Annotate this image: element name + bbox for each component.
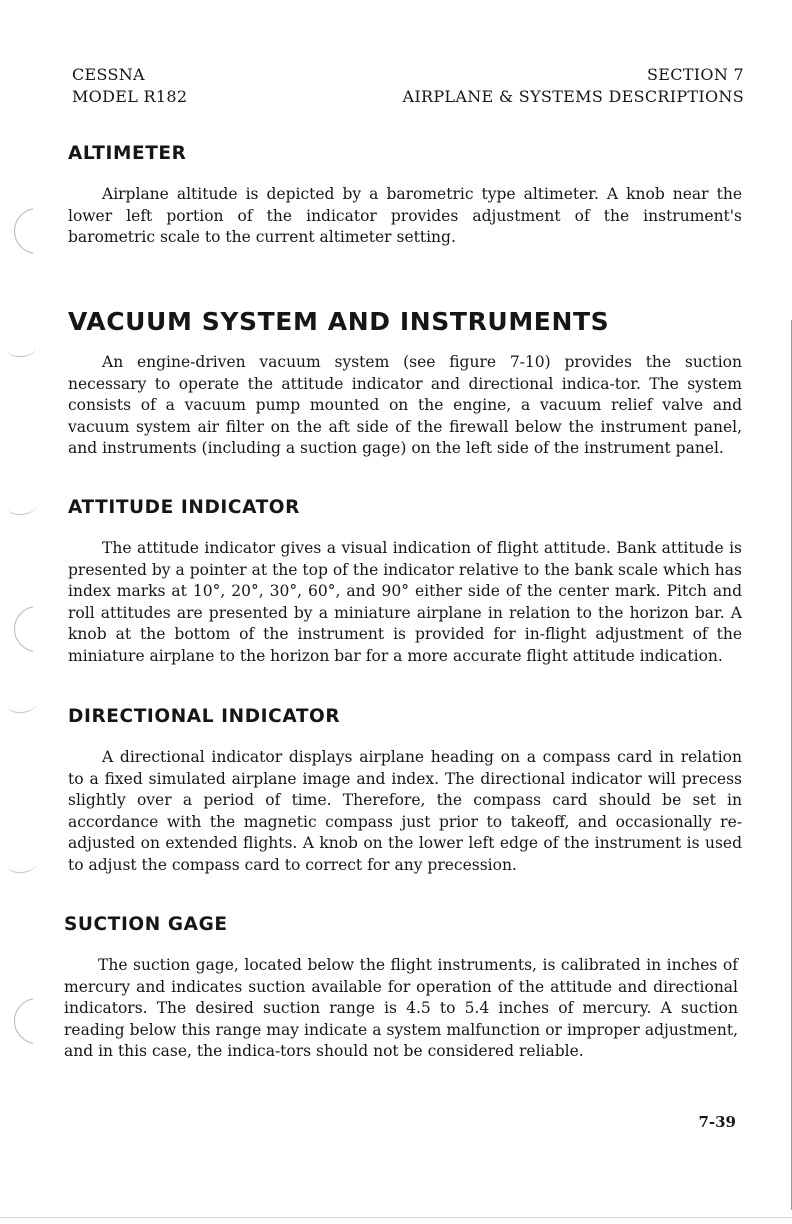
vacuum-paragraph: An engine-driven vacuum system (see figure 7-10) provides the suction necessary to operate the attitude indicator and directional indica-tor. The system consists of a vacuum pump mounted on the engine, a vacuum relief valve and vacuum system air filter on the aft side of the firewall below the instrument panel, and instruments (including a suction gage) on the left side of the instrument panel. — [68, 353, 742, 457]
margin-mark — [8, 342, 36, 357]
directional-heading: DIRECTIONAL INDICATOR — [68, 706, 341, 727]
running-header-right — [403, 64, 744, 108]
punch-hole-mark — [14, 998, 60, 1044]
page-number: 7-39 — [698, 1113, 736, 1131]
attitude-paragraph: The attitude indicator gives a visual indication of flight attitude. Bank attitude is presented by a pointer at the top of the indicator relative to the bank scale which has index marks at 10°, 20°, 30°, 60°, and 90° either side of the center mark. Pitch and roll attitudes are presented by a miniature airplane in relation to the horizon bar. A knob at the bottom of the instrument is provided for in-flight adjustment of the miniature airplane to the horizon bar for a more accurate flight attitude indication. — [68, 539, 742, 665]
section-label: SECTION 7 — [647, 65, 744, 84]
vacuum-heading: VACUUM SYSTEM AND INSTRUMENTS — [68, 307, 610, 336]
running-header-left — [72, 64, 187, 108]
margin-mark — [8, 858, 36, 873]
altimeter-paragraph: Airplane altitude is depicted by a barometric type altimeter. A knob near the lower left portion of the indicator provides adjustment of the instrument's barometric scale to the current altimeter setting. — [68, 185, 742, 246]
margin-mark — [8, 698, 36, 713]
punch-hole-mark — [14, 606, 60, 652]
manufacturer-label: CESSNA — [72, 65, 145, 84]
section-title: AIRPLANE & SYSTEMS DESCRIPTIONS — [402, 87, 744, 106]
suction-heading: SUCTION GAGE — [64, 914, 228, 935]
model-label: MODEL R182 — [72, 87, 188, 106]
attitude-heading: ATTITUDE INDICATOR — [68, 497, 300, 518]
punch-hole-mark — [14, 208, 60, 254]
page-bottom-edge — [0, 1217, 792, 1218]
suction-paragraph: The suction gage, located below the flight instruments, is calibrated in inches of mercury and indicates suction available for operation of the attitude and directional indicators. The desired suction range is 4.5 to 5.4 inches of mercury. A suction reading below this range may indicate a system malfunction or improper adjustment, and in this case, the indica-tors should not be considered reliable. — [64, 956, 738, 1060]
directional-paragraph: A directional indicator displays airplane heading on a compass card in relation to a fixed simulated airplane image and index. The directional indicator will precess slightly over a period of time. Therefore, the compass card should be set in accordance with the magnetic compass just prior to takeoff, and occasionally re-adjusted on extended flights. A knob on the lower left edge of the instrument is used to adjust the compass card to correct for any precession. — [68, 748, 742, 874]
altimeter-heading: ALTIMETER — [68, 143, 187, 164]
margin-mark — [8, 500, 36, 515]
